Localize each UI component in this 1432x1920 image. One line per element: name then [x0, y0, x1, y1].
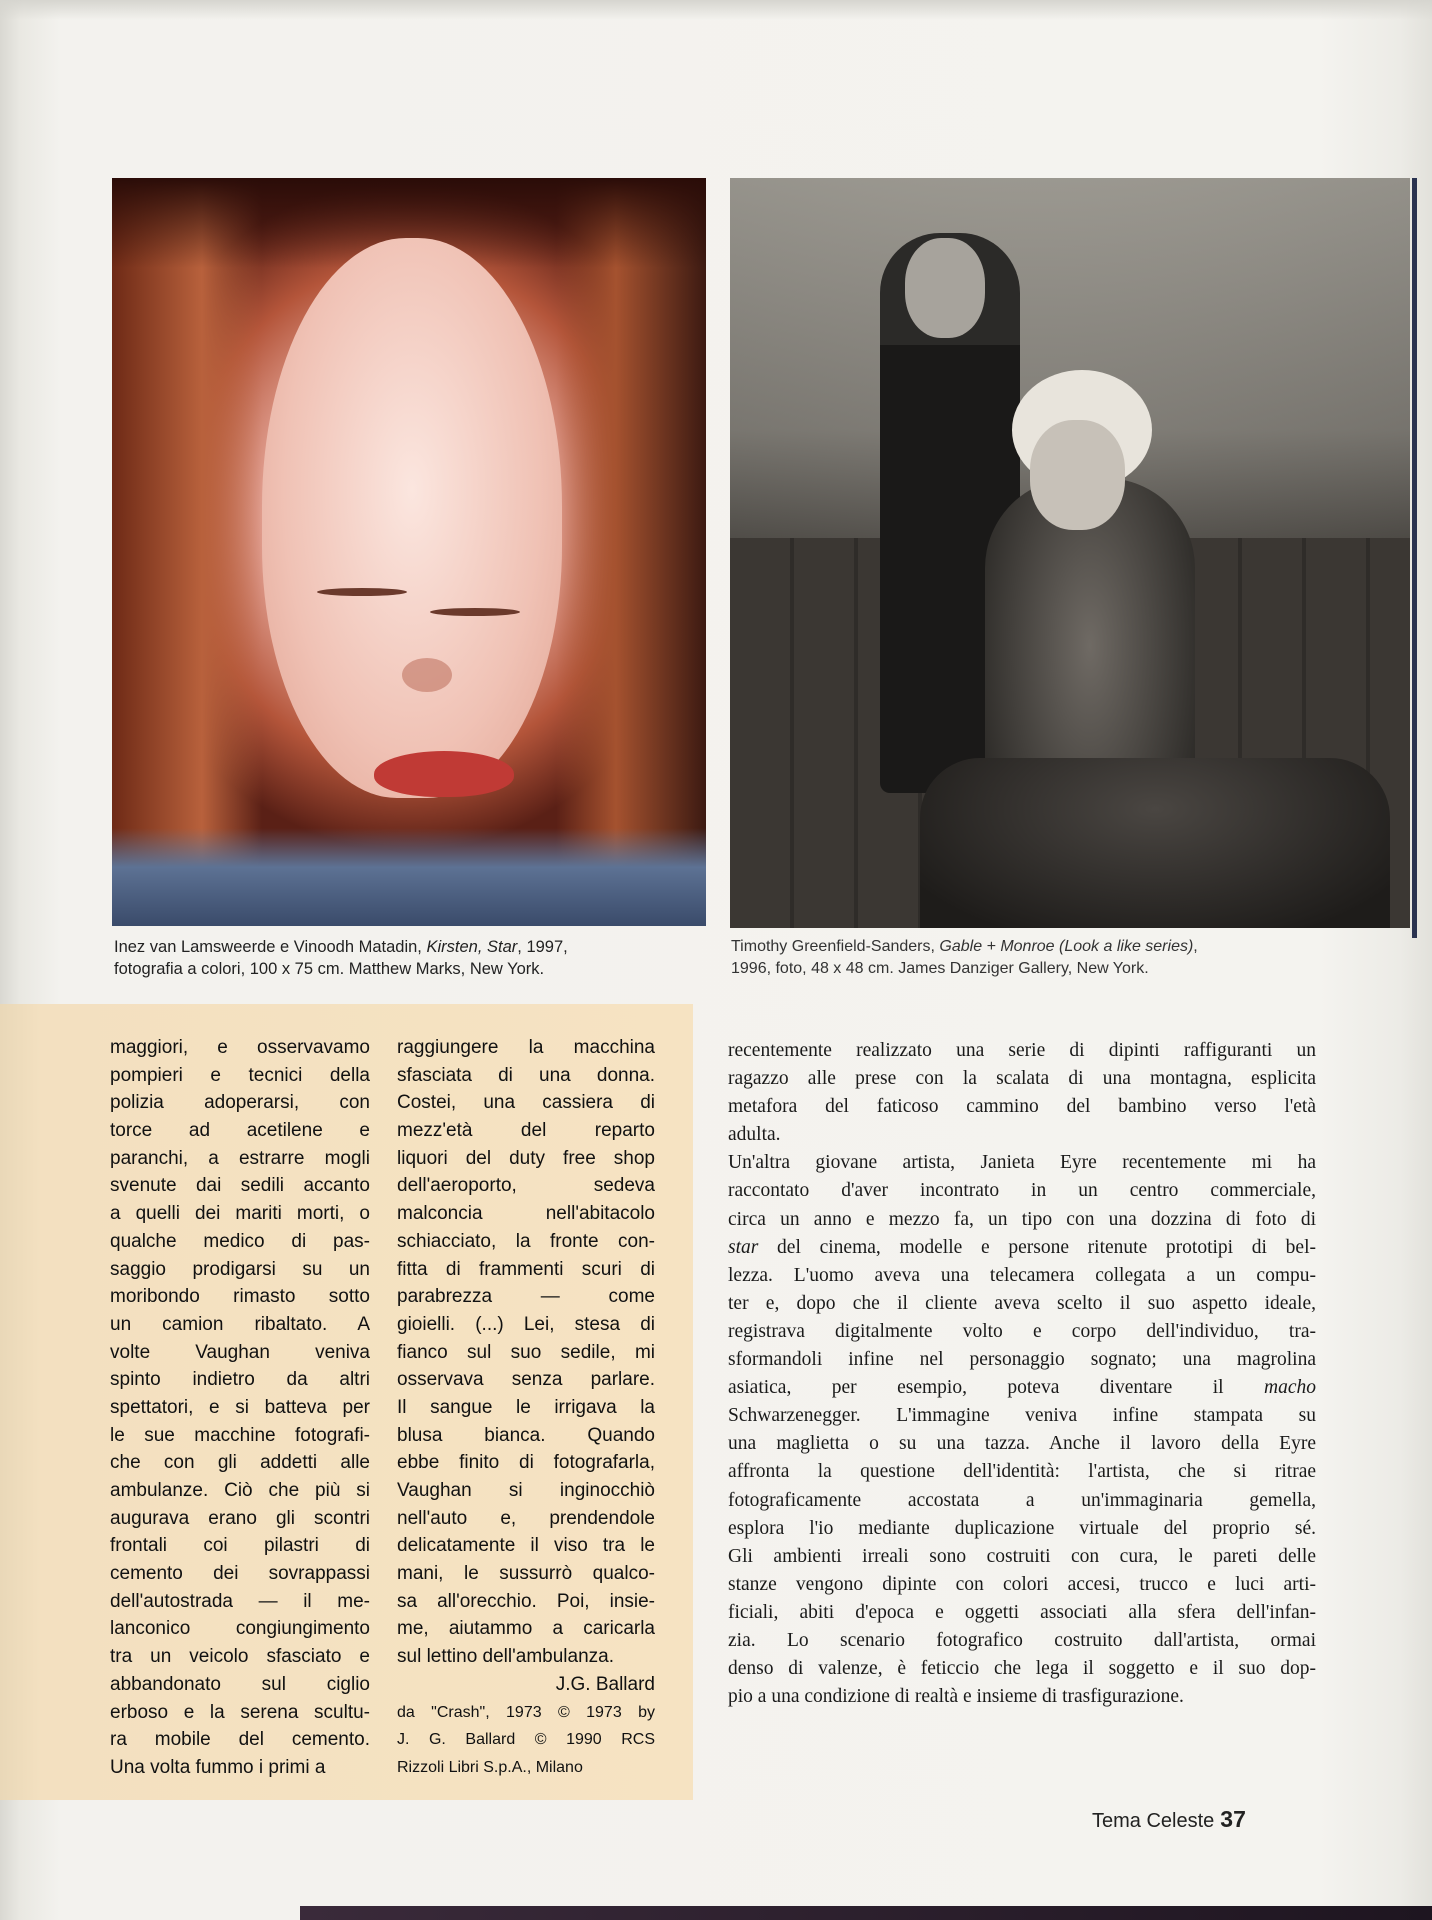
quote-line: torce ad acetilene e	[110, 1120, 370, 1142]
photo-denim-collar	[112, 828, 706, 926]
quote-line: nell'auto e, prendendole	[397, 1507, 655, 1529]
quote-line: ebbe finito di fotografarla,	[397, 1452, 655, 1474]
article-line	[728, 1374, 1316, 1402]
quote-column-2-text	[397, 1034, 655, 1671]
quote-line: abbandonato sul ciglio	[110, 1673, 370, 1695]
photo-lips	[374, 751, 514, 797]
page-edge-strip	[1412, 178, 1417, 938]
quote-line: svenute dai sedili accanto	[110, 1175, 370, 1197]
photo-kirsten-star	[112, 178, 706, 926]
quote-column-2	[397, 1034, 655, 1782]
attribution-source-1: da "Crash", 1973 © 1973 by	[397, 1703, 655, 1721]
caption-right-title: Gable + Monroe (Look a like series)	[939, 938, 1194, 955]
article-line: adulta.	[728, 1124, 781, 1146]
photo-armchair	[920, 758, 1390, 928]
quote-line: ra mobile del cemento.	[110, 1729, 370, 1751]
quote-line: Vaughan si inginocchiò	[397, 1480, 655, 1501]
photo-hair-right	[556, 178, 706, 926]
photo-eye-left	[317, 588, 407, 596]
quote-line: raggiungere la macchina	[397, 1037, 655, 1058]
page-top-shadow	[0, 0, 1432, 20]
article-line: registrava digitalmente volto e corpo dell'individuo, tra-	[728, 1320, 1316, 1342]
quote-line: le sue macchine fotografi-	[110, 1424, 370, 1446]
quote-line: a quelli dei mariti morti, o	[110, 1203, 370, 1225]
caption-right-line2: 1996, foto, 48 x 48 cm. James Danziger Gallery, New York.	[731, 960, 1149, 977]
quote-line: me, aiutammo a caricarla	[397, 1618, 655, 1640]
caption-right-line1	[731, 936, 1411, 958]
quote-line: Il sangue le irrigava la	[397, 1396, 655, 1418]
bottom-edge-band	[300, 1906, 1432, 1920]
quote-line: un camion ribaltato. A	[110, 1313, 370, 1335]
quote-line: frontali coi pilastri di	[110, 1535, 370, 1557]
page-footer	[1092, 1806, 1282, 1836]
article-line-start: asiatica, per esempio, poteva diventare il	[728, 1377, 1264, 1399]
quote-line: che con gli addetti alle	[110, 1452, 370, 1474]
article-line-rest: del cinema, modelle e persone ritenute prototipi di bel-	[758, 1236, 1316, 1258]
quote-line: parabrezza — come	[397, 1286, 655, 1308]
photo-nose	[402, 658, 452, 692]
article-line: Gli ambienti irreali sono costruiti con cura, le pareti delle	[728, 1545, 1316, 1567]
article-line: ter e, dopo che il cliente aveva scelto il suo aspetto ideale,	[728, 1292, 1316, 1314]
quote-line: paranchi, a estrarre mogli	[110, 1147, 370, 1169]
photo-woman-face	[1030, 420, 1125, 530]
article-italic-star: star	[728, 1236, 759, 1258]
article-line: denso di valenze, è feticcio che lega il soggetto e il suo dop-	[728, 1658, 1316, 1680]
article-line: circa un anno e mezzo fa, un tipo con una dozzina di foto di	[728, 1208, 1316, 1230]
quote-line: osservava senza parlare.	[397, 1369, 655, 1391]
caption-right-comma: ,	[1193, 938, 1198, 955]
photo-man-face	[905, 238, 985, 338]
caption-right	[731, 936, 1411, 980]
quote-line: blusa bianca. Quando	[397, 1424, 655, 1446]
article-line: affronta la questione dell'identità: l'artista, che si ritrae	[728, 1461, 1316, 1483]
article-line: lezza. L'uomo aveva una telecamera collegata a un compu-	[728, 1264, 1316, 1286]
quote-line: augurava erano gli scontri	[110, 1507, 370, 1529]
attribution-author: J.G. Ballard	[555, 1673, 655, 1695]
quote-line: saggio prodigarsi su un	[110, 1258, 370, 1280]
article-line: esplora l'io mediante duplicazione virtuale del proprio sé.	[728, 1517, 1316, 1539]
magazine-name: Tema Celeste	[1092, 1810, 1215, 1832]
quote-line: gioielli. (...) Lei, stesa di	[397, 1313, 655, 1335]
quote-line: Una volta fummo i primi a	[110, 1756, 326, 1778]
quote-line: fianco sul suo sedile, mi	[397, 1341, 655, 1363]
quote-line: dell'aeroporto, sedeva	[397, 1175, 655, 1197]
caption-left	[114, 936, 714, 980]
quote-line: Costei, una cassiera di	[397, 1092, 655, 1114]
article-line: Un'altra giovane artista, Janieta Eyre recentemente mi ha	[728, 1152, 1316, 1174]
quote-line: mani, le sussurrò qualco-	[397, 1563, 655, 1585]
attribution-source-2: J. G. Ballard © 1990 RCS	[397, 1731, 655, 1749]
article-line: pio a una condizione di realtà e insieme di trasfigurazione.	[728, 1686, 1184, 1708]
article-line: sformandoli infine nel personaggio sognato; una magrolina	[728, 1349, 1316, 1371]
photo-gable-monroe	[730, 178, 1410, 928]
quote-line: sa all'orecchio. Poi, insie-	[397, 1590, 655, 1612]
article-line: una maglietta o su una tazza. Anche il lavoro della Eyre	[728, 1433, 1316, 1455]
quote-line: tra un veicolo sfasciato e	[110, 1646, 370, 1668]
article-line: fotograficamente accostata a un'immaginaria gemella,	[728, 1489, 1316, 1511]
article-line: raccontato d'aver incontrato in un centro commerciale,	[728, 1180, 1316, 1202]
caption-left-line2: fotografia a colori, 100 x 75 cm. Matthew Marks, New York.	[114, 960, 545, 978]
article-line: Schwarzenegger. L'immagine veniva infine stampata su	[728, 1405, 1316, 1427]
quote-line: sfasciata di una donna.	[397, 1064, 655, 1086]
quote-line: liquori del duty free shop	[397, 1147, 655, 1169]
quote-line: erboso e la serena scultu-	[110, 1701, 370, 1723]
quote-line: sul lettino dell'ambulanza.	[397, 1646, 614, 1668]
caption-left-artist: Inez van Lamsweerde e Vinoodh Matadin,	[114, 938, 427, 956]
quote-line: cemento dei sovrappassi	[110, 1563, 370, 1585]
caption-left-year: , 1997,	[517, 938, 568, 956]
article-line: stanze vengono dipinte con colori accesi, trucco e luci arti-	[728, 1573, 1316, 1595]
quote-line: volte Vaughan veniva	[110, 1341, 370, 1363]
attribution-source-3: Rizzoli Libri S.p.A., Milano	[397, 1758, 583, 1776]
photo-eye-right	[430, 608, 520, 616]
quote-line: moribondo rimasto sotto	[110, 1286, 370, 1308]
caption-left-line1	[114, 936, 714, 958]
caption-right-artist: Timothy Greenfield-Sanders,	[731, 938, 940, 955]
quote-line: schiacciato, la fronte con-	[397, 1230, 655, 1252]
quote-line: dell'autostrada — il me-	[110, 1590, 370, 1612]
article-line: zia. Lo scenario fotografico costruito dall'artista, ormai	[728, 1629, 1316, 1651]
article-column	[728, 1037, 1316, 1711]
quote-line: fitta di frammenti scuri di	[397, 1258, 655, 1280]
caption-left-title: Kirsten, Star	[426, 938, 518, 956]
article-line: ficiali, abiti d'epoca e oggetti associati alla sfera dell'infan-	[728, 1601, 1316, 1623]
page-number: 37	[1220, 1806, 1246, 1832]
article-line: ragazzo alle prese con la scalata di una montagna, esplicita	[728, 1068, 1316, 1090]
quote-column-1	[110, 1034, 370, 1782]
photo-face	[262, 238, 562, 798]
quote-line: qualche medico di pas-	[110, 1230, 370, 1252]
article-line: metafora del faticoso cammino del bambino verso l'età	[728, 1096, 1316, 1118]
article-italic-macho: macho	[1264, 1377, 1316, 1399]
quote-line: maggiori, e osservavamo	[110, 1037, 370, 1058]
quote-line: ambulanze. Ciò che più si	[110, 1480, 370, 1501]
photo-hair-left	[112, 178, 262, 926]
quote-line: spinto indietro da altri	[110, 1369, 370, 1391]
quote-line: pompieri e tecnici della	[110, 1064, 370, 1086]
quote-line: mezz'età del reparto	[397, 1120, 655, 1142]
article-line: recentemente realizzato una serie di dipinti raffiguranti un	[728, 1040, 1316, 1061]
quote-line: polizia adoperarsi, con	[110, 1092, 370, 1114]
quote-line: lanconico congiungimento	[110, 1618, 370, 1640]
quote-line: malconcia nell'abitacolo	[397, 1203, 655, 1225]
quote-line: spettatori, e si batteva per	[110, 1396, 370, 1418]
article-line	[728, 1234, 1316, 1262]
quote-line: delicatamente il viso tra le	[397, 1535, 655, 1557]
